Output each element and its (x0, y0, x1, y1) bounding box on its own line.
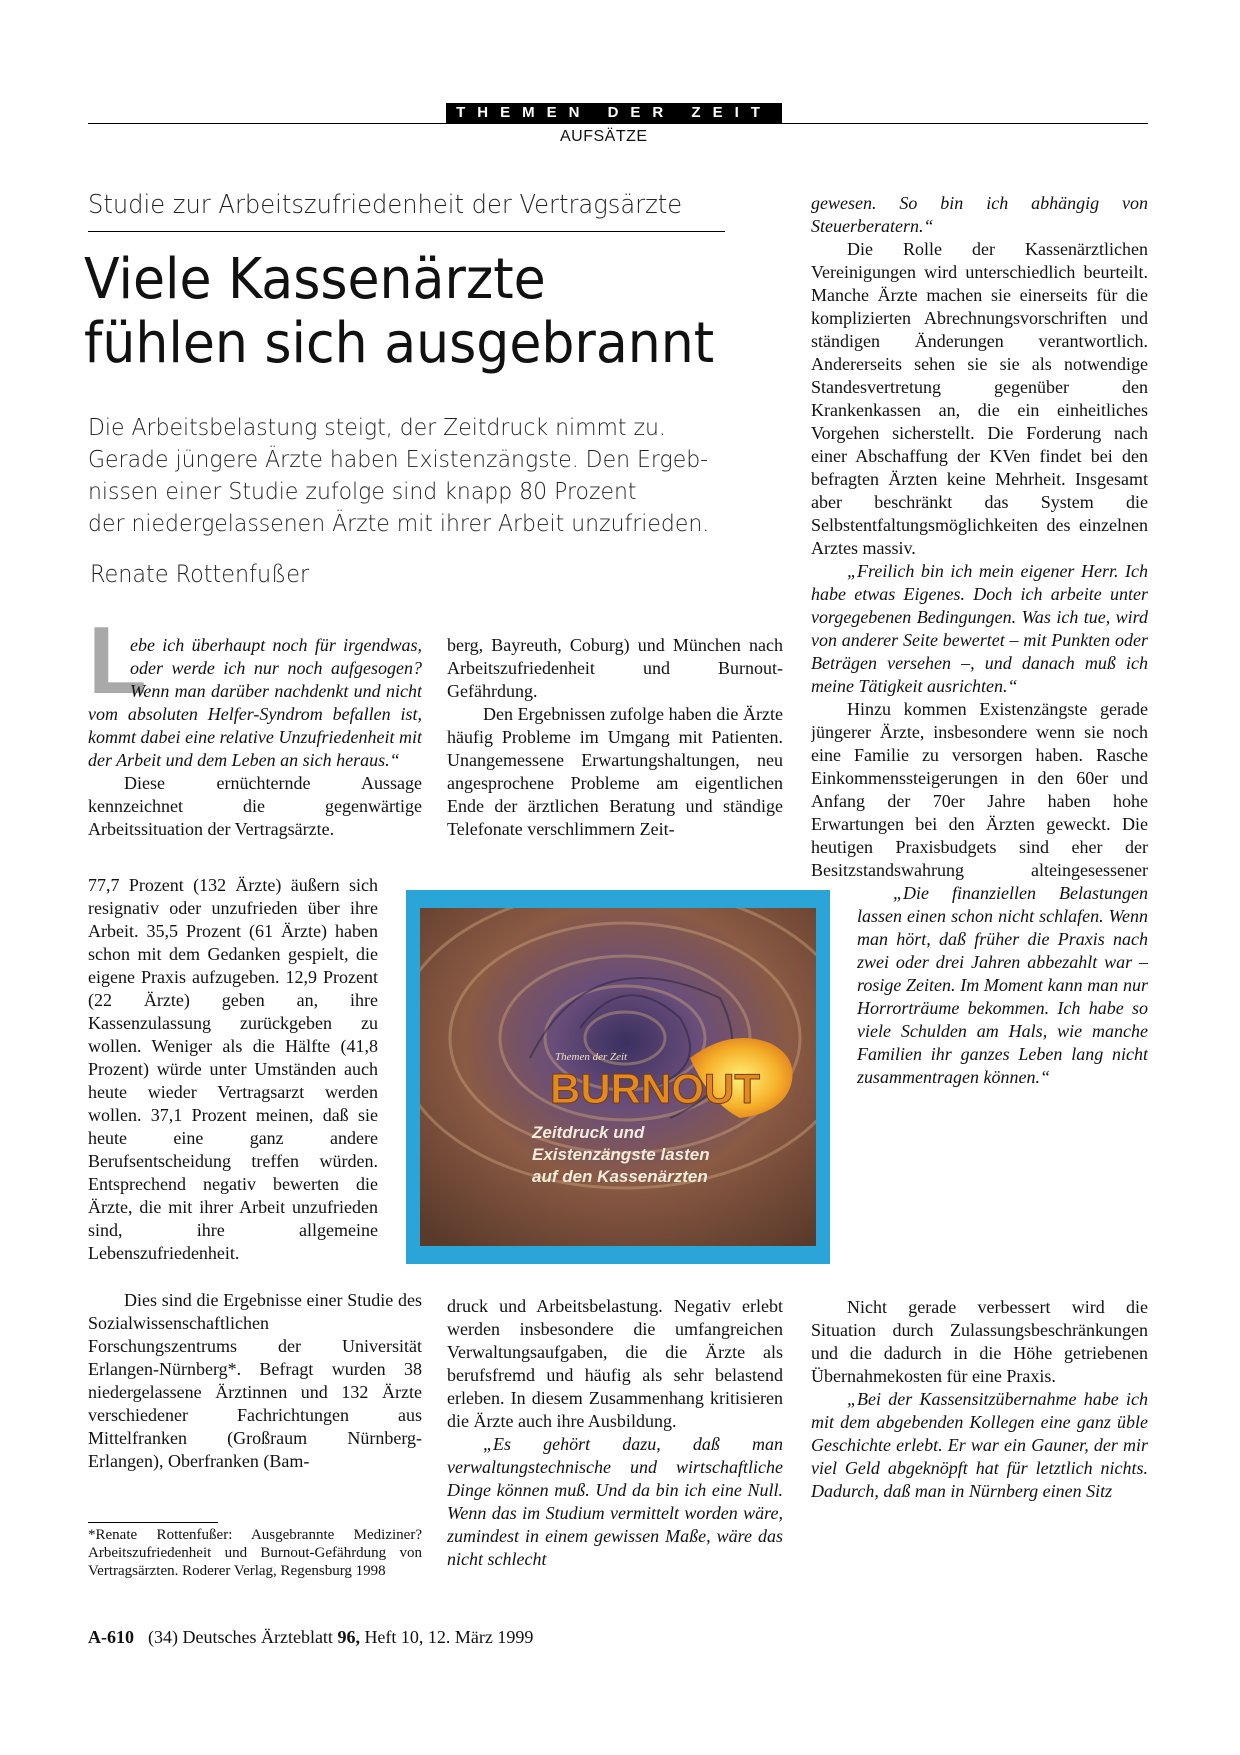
cover-small-caption: Themen der Zeit (555, 1051, 628, 1063)
column-3-bottom (811, 1296, 1148, 1618)
paragraph: Nicht gerade verbessert wird die Situation durch Zulassungsbeschränkungen und die dadurch in die Höhe getriebenen Übernahmekosten für eine Praxis. (811, 1297, 1148, 1386)
kicker-rule (88, 231, 725, 232)
cover-title: BURNOUT (550, 1065, 760, 1112)
drop-cap: L (88, 607, 147, 714)
footnote-rule (88, 1522, 218, 1523)
paragraph: berg, Bayreuth, Coburg) und München nach Arbeitszufriedenheit und Burnout-Gefährdung. (447, 635, 783, 701)
paragraph: Diese ernüchternde Aussage kennzeichnet die gegenwärtige Arbeitssituation der Vertragsärzte. (88, 773, 422, 839)
paragraph: Dies sind die Ergebnisse einer Studie des Sozialwissenschaftlichen Forschungszentrums der Universität Erlangen-Nürnberg*. Befragt wurden 38 niedergelassene Ärztinnen und 132 Ärzte verschiedener Fachrichtungen aus Mittelfranken (Großraum Nürnberg-Erlangen), Oberfranken (Bam- (88, 1290, 422, 1471)
column-2-top (447, 634, 783, 872)
column-1-top (88, 634, 422, 874)
footer-volume: 96, (337, 1627, 360, 1647)
column-1-wrap (88, 874, 378, 1288)
column-3-wrap (857, 882, 1148, 1296)
quote-paragraph: gewesen. So bin ich abhängig von Steuerberatern.“ (811, 193, 1148, 236)
quote-paragraph: „Die finanziellen Belastungen lassen einen schon nicht schlafen. Wenn man hört, daß früher die Praxis nach zwei oder drei Jahren abbezahlt war – rosige Zeiten. Im Moment kann man nur Horrorträume bekommen. Ich habe so viele Schulden am Hals, wie manche Familien ihr ganzes Leben lang nicht zusammentragen können.“ (857, 883, 1148, 1087)
lead-line-3: nissen einer Studie zufolge sind knapp 80 Prozent (88, 479, 637, 505)
cover-artwork (420, 908, 816, 1246)
column-2-bottom (447, 1295, 783, 1605)
lead-line-2: Gerade jüngere Ärzte haben Existenzängste. Den Ergeb- (88, 447, 709, 473)
column-3-top (811, 192, 1148, 882)
cover-subtitle-2: Existenzängste lasten (532, 1145, 710, 1164)
footnote: *Renate Rottenfußer: Ausgebrannte Mediziner? Arbeitszufriedenheit und Burnout-Gefährdung von Vertragsärzten. Roderer Verlag, Regensburg 1998 (88, 1527, 422, 1579)
paragraph: Die Rolle der Kassenärztlichen Vereinigungen wird unterschiedlich beurteilt. Manche Ärzte machen sie einerseits für die komplizierten Abrechnungsvorschriften und ständigen Änderungen verantwortlich. Andererseits sehen sie sie als notwendige Standesvertretung gegenüber den Krankenkassen an, die ein einheitliches Vorgehen sicherstellt. Die Forderung nach einer Abschaffung der KVen findet bei den befragten Ärzten keine Mehrheit. Insgesamt aber beschränkt das System die Selbstentfaltungsmöglichkeiten des einzelnen Arztes massiv. (811, 239, 1148, 558)
footer-citation-start: (34) Deutsches Ärzteblatt (148, 1627, 338, 1647)
headline-line-1: Viele Kassenärzte (84, 247, 546, 312)
lead-line-1: Die Arbeitsbelastung steigt, der Zeitdruck nimmt zu. (88, 415, 666, 441)
lead-line-4: der niedergelassenen Ärzte mit ihrer Arbeit unzufrieden. (88, 511, 710, 537)
article-headline (84, 248, 714, 376)
cover-subtitle-3: auf den Kassenärzten (532, 1167, 708, 1186)
header-rule (88, 123, 1148, 124)
headline-line-2: fühlen sich ausgebrannt (84, 311, 715, 376)
column-1-bottom (88, 1289, 422, 1511)
page-footer (88, 1627, 533, 1648)
paragraph: druck und Arbeitsbelastung. Negativ erlebt werden insbesondere die umfangreichen Verwaltungsaufgaben, die die Ärzte als berufsfremd und häufig als sehr belastend erleben. In diesem Zusammenhang kritisieren die Ärzte auch ihre Ausbildung. (447, 1296, 783, 1431)
burnout-cover-image (406, 890, 830, 1264)
paragraph: Den Ergebnissen zufolge haben die Ärzte häufig Probleme im Umgang mit Patienten. Unangemessene Erwartungshaltungen, neu angesprochene Probleme am eigentlichen Ende der ärztlichen Beratung und ständige Telefonate verschlimmern Zeit- (447, 704, 783, 839)
subsection-label: AUFSÄTZE (560, 128, 648, 145)
quote-paragraph: „Freilich bin ich mein eigener Herr. Ich habe etwas Eigenes. Doch ich arbeite unter vorgegebenen Bedingungen. Was ich tue, wird von anderer Seite bewertet – mit Punkten oder Beträgen versehen –, und danach muß ich meine Tätigkeit ausrichten.“ (811, 561, 1148, 696)
quote-paragraph: „Bei der Kassensitzübernahme habe ich mit dem abgebenden Kollegen eine ganz üble Geschichte erlebt. Er war ein Gauner, der mir viel Geld abgeknöpft hat für letztlich nichts. Dadurch, daß man in Nürnberg einen Sitz (811, 1389, 1148, 1501)
footer-citation-end: Heft 10, 12. März 1999 (359, 1627, 534, 1647)
article-lead (88, 412, 737, 540)
quote-paragraph: „Es gehört dazu, daß man verwaltungstechnische und wirtschaftliche Dinge können muß. Und da bin ich eine Null. Wenn das im Studium vermittelt worden wäre, zumindest in einem gewissen Maße, wäre das nicht schlecht (447, 1434, 783, 1569)
article-kicker: Studie zur Arbeitszufriedenheit der Vertragsärzte (88, 190, 683, 220)
page-code: A-610 (88, 1627, 134, 1647)
paragraph: Hinzu kommen Existenzängste gerade jüngerer Ärzte, insbesondere wenn sie noch eine Familie zu versorgen haben. Rasche Einkommenssteigerungen in den 60er und Anfang der 70er Jahre haben hohe Erwartungen bei den Ärzten geweckt. Die heutigen Praxisbudgets sind eher der Besitzstandswahrung alteingesessener (811, 699, 1148, 880)
paragraph: 77,7 Prozent (132 Ärzte) äußern sich resignativ oder unzufrieden über ihre Arbeit. 35,5 Prozent (61 Ärzte) haben schon mit dem Gedanken gespielt, die eigene Praxis aufzugeben. 12,9 Prozent (22 Ärzte) geben an, ihre Kassenzulassung zurückgeben zu wollen. Weniger als die Hälfte (41,8 Prozent) würde unter Umständen auch heute wieder Vertragsarzt werden wollen. 37,1 Prozent meinen, daß sie heute eine ganz andere Berufsentscheidung treffen würden. Entsprechend negativ bewerten die Ärzte, die mit ihrer Arbeit unzufrieden sind, ihre allgemeine Lebenszufriedenheit. (88, 875, 378, 1263)
opening-quote: ebe ich überhaupt noch für irgendwas, oder werde ich nur noch aufgesogen? Wenn man darüber nachdenkt und nicht vom absoluten Helfer-Syndrom befallen ist, kommt dabei eine relative Unzufriedenheit mit der Arbeit und dem Leben an sich heraus.“ (88, 635, 422, 770)
section-header-bar: THEMEN DER ZEIT (446, 103, 782, 123)
cover-subtitle-1: Zeitdruck und (532, 1123, 645, 1142)
article-author: Renate Rottenfußer (90, 560, 310, 588)
